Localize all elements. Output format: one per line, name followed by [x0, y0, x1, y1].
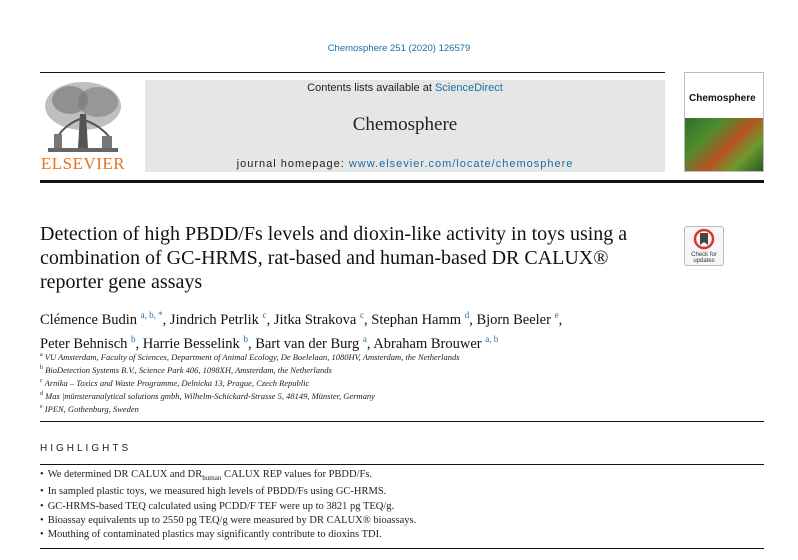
bookmark-icon	[685, 227, 723, 251]
check-for-updates-button[interactable]	[684, 226, 724, 266]
highlight-item: • GC-HRMS-based TEQ calculated using PCDD/F TEF were up to 3821 pg TEQ/g.	[40, 500, 764, 514]
highlights-heading: HIGHLIGHTS	[40, 443, 132, 454]
affiliation: $^d$ Mas |münsteranalytical solutions gmbh, Wilhelm-Schickard-Strasse 5, 48149, Münster, Germany	[40, 390, 375, 401]
highlights-list	[40, 468, 764, 542]
affiliation: $^e$ IPEN, Gothenburg, Sweden	[40, 403, 139, 414]
article-title: Detection of high PBDD/Fs levels and dioxin-like activity in toys using a combination of GC-HRMS, rat-based and human-based DR CALUX® reporter gene assays	[40, 223, 628, 293]
author[interactable]: Jitka Strakova $^c$	[273, 310, 364, 328]
homepage-prefix: journal homepage:	[236, 158, 349, 170]
badge-line-1: Check for	[691, 252, 717, 258]
affiliation: $^b$ BioDetection Systems B.V., Science Park 406, 1098XH, Amsterdam, the Netherlands	[40, 364, 332, 375]
author[interactable]: Bart van der Burg $^a$	[255, 333, 367, 352]
affiliation: $^a$ VU Amsterdam, Faculty of Sciences, Department of Animal Ecology, De Boelelaan, 1080HV, Amsterdam, the Netherlands	[40, 351, 460, 362]
author-affiliation-mark[interactable]: a, b, *	[140, 310, 163, 320]
header-rule-thin	[40, 72, 665, 73]
badge-line-2: updates	[693, 258, 715, 264]
journal-homepage-line	[145, 158, 665, 170]
author[interactable]: Abraham Brouwer $^{a, b}$	[373, 333, 499, 352]
author-affiliation-mark[interactable]: a	[362, 333, 367, 344]
section-rule	[40, 421, 764, 422]
author-list: Clémence Budin $^{a, b, *}$, Jindrich Petrlik $^c$, Jitka Strakova $^c$, Stephan Hamm $^d$, Bjorn Beeler $^e$, Peter Behnisch $^b$, Harrie Besselink $^b$, Bart van der Burg $^a$, Abraham Brouwer $^{a, b}$	[40, 310, 563, 352]
affiliation: $^c$ Arnika – Toxics and Waste Programme, Delnicka 13, Prague, Czech Republic	[40, 377, 310, 388]
highlight-item: • We determined DR CALUX and $DR_{human}$ CALUX REP values for PBDD/Fs.	[40, 468, 764, 485]
homepage-link[interactable]: www.elsevier.com/locate/chemosphere	[348, 158, 574, 170]
sciencedirect-link[interactable]: ScienceDirect	[434, 82, 503, 94]
contents-line	[145, 82, 665, 94]
journal-title: Chemosphere	[352, 114, 458, 135]
author-affiliation-mark[interactable]: b	[243, 333, 248, 344]
contents-prefix: Contents lists available at	[307, 82, 435, 94]
cover-title: Chemosphere	[689, 93, 756, 104]
header-rule-thick	[40, 180, 764, 183]
author-affiliation-mark[interactable]: b	[131, 333, 136, 344]
author[interactable]: Harrie Besselink $^b$	[142, 333, 248, 352]
author-affiliation-mark[interactable]: e	[554, 310, 559, 320]
highlight-item: • Mouthing of contaminated plastics may significantly contribute to dioxins TDI.	[40, 528, 764, 542]
check-for-updates-label	[685, 252, 723, 264]
author[interactable]: Bjorn Beeler $^e$	[476, 310, 559, 328]
highlight-item: • In sampled plastic toys, we measured high levels of PBDD/Fs using GC-HRMS.	[40, 485, 764, 499]
author-affiliation-mark[interactable]: c	[360, 310, 364, 320]
author[interactable]: Stephan Hamm $^d$	[371, 310, 470, 328]
highlight-item: • Bioassay equivalents up to 2550 pg TEQ/g were measured by DR CALUX® bioassays.	[40, 514, 764, 528]
cover-image	[685, 118, 763, 171]
journal-citation[interactable]: Chemosphere 251 (2020) 126579	[327, 43, 471, 54]
author-affiliation-mark[interactable]: d	[464, 310, 470, 320]
author-affiliation-mark[interactable]: c	[262, 310, 267, 320]
publisher-wordmark: ELSEVIER	[40, 154, 126, 173]
author-affiliation-mark[interactable]: a, b	[485, 333, 499, 344]
author[interactable]: Peter Behnisch $^b$	[40, 333, 136, 352]
elsevier-logo[interactable]	[40, 78, 126, 174]
journal-cover[interactable]	[684, 72, 764, 172]
highlights-bottom-rule	[40, 548, 764, 549]
author[interactable]: Clémence Budin $^{a, b, *}$	[40, 310, 163, 328]
highlights-rule	[40, 464, 764, 465]
affiliation-list	[40, 350, 740, 415]
author[interactable]: Jindrich Petrlik $^c$	[169, 310, 267, 328]
